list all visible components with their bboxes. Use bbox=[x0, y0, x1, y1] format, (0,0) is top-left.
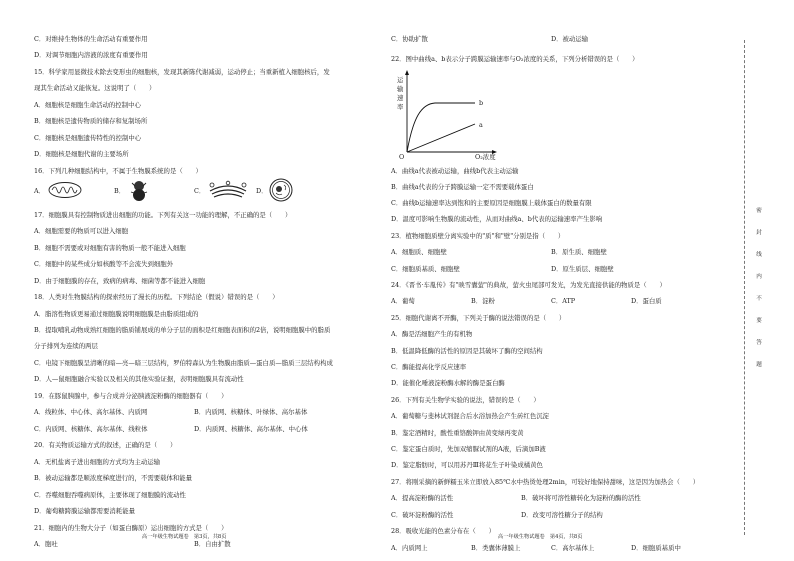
q21-option-a: A．胞吐 bbox=[34, 540, 58, 548]
q20-option-d: D．葡萄糖跨膜运输都需要消耗能量 bbox=[34, 507, 135, 515]
q15-stem: 15．科学家用显微技术除去变形虫的细胞核，发现其新陈代谢减弱，运动停止；当重新植入细胞核后，发 bbox=[34, 68, 330, 76]
binding-line bbox=[744, 40, 746, 535]
q25-option-b: B．低温降低酶的活性的原因是其破坏了酶的空间结构 bbox=[391, 347, 543, 355]
q15-stem-cont: 现其生命活动又能恢复。这说明了（ ） bbox=[34, 84, 156, 92]
q25-option-a: A．酶是活细胞产生的有机物 bbox=[391, 330, 473, 338]
curve-b bbox=[407, 103, 475, 152]
q22-option-d: D．温度可影响生物膜的流动性，从而对曲线a、b代表的运输速率产生影响 bbox=[391, 215, 603, 223]
q26-option-a: A．葡萄糖与斐林试剂混合后水浴加热会产生砖红色沉淀 bbox=[391, 412, 549, 420]
q24-option-d: D．蛋白质 bbox=[631, 297, 662, 305]
q22-stem: 22．图中曲线a、b表示分子跨膜运输速率与O₂浓度的关系，下列分析错误的是（ ） bbox=[391, 55, 639, 63]
q18-option-b-cont: 分子排列为连续的两层 bbox=[34, 342, 98, 350]
q28-option-d: D．细胞质基质中 bbox=[631, 544, 681, 552]
q25-option-d: D．能催化唾液淀粉酶水解的酶是蛋白酶 bbox=[391, 379, 505, 387]
q18-option-d: D．人—鼠细胞融合实验以及相关的其他实验证据，表明细胞膜具有流动性 bbox=[34, 375, 244, 383]
q17-stem: 17．细胞膜具有控制物质进出细胞的功能。下列有关这一功能的理解，不正确的是（ ） bbox=[34, 211, 292, 219]
q28-option-c: C．高尔基体上 bbox=[551, 544, 595, 552]
q18-option-a: A．脂溶性物质更易通过细胞膜说明细胞膜是由脂质组成的 bbox=[34, 310, 199, 318]
graph-curve-a-label: a bbox=[479, 121, 483, 129]
binding-notice: 密 封 线 内 不 要 答 题 bbox=[756, 208, 762, 368]
q14-option-c: C．对维持生物体的生命活动有重要作用 bbox=[34, 35, 148, 43]
q24-option-b: B．淀粉 bbox=[471, 297, 495, 305]
q20-stem: 20．有关物质运输方式的叙述，正确的是（ ） bbox=[34, 441, 177, 449]
q27-option-c: C．破坏淀粉酶的活性 bbox=[391, 511, 454, 519]
q24-option-a: A．葡萄 bbox=[391, 297, 415, 305]
graph-ylabel: 运 输 速 率 bbox=[397, 76, 404, 111]
q16-label-b: B． bbox=[114, 187, 126, 195]
q23-option-b: B．原生质、细胞壁 bbox=[551, 248, 607, 256]
q19-option-d: D．内质网、核糖体、高尔基体、中心体 bbox=[194, 425, 308, 433]
q20-option-a: A．无机盐离子进出细胞的方式均为主动运输 bbox=[34, 458, 161, 466]
q25-stem: 25．细胞代谢离不开酶，下列关于酶的说法错误的是（ ） bbox=[391, 314, 566, 322]
curve-a bbox=[407, 124, 475, 152]
q24-option-c: C．ATP bbox=[551, 297, 576, 305]
q21-option-d: D．被动运输 bbox=[551, 35, 589, 43]
q23-stem: 23．植物细胞质壁分离实验中的"质"和"壁"分别是指（ ） bbox=[391, 232, 565, 240]
ribosome-icon bbox=[126, 178, 152, 202]
graph-xlabel: O₂浓度 bbox=[475, 153, 496, 161]
graph-curve-b-label: b bbox=[479, 99, 484, 107]
q23-option-d: D．原生质层、细胞壁 bbox=[551, 265, 614, 273]
q20-option-b: B．被动运输都是顺浓度梯度进行的，不需要载体和能量 bbox=[34, 474, 193, 482]
q26-option-d: D．鉴定脂肪时，可以用苏丹Ⅲ将花生子叶染成橘黄色 bbox=[391, 461, 543, 469]
q26-option-b: B．鉴定酒精时，酸性重铬酸钾由黄变绿再变黄 bbox=[391, 429, 524, 437]
page-footer-right: 高一年级生物试题卷 第4页，共8页 bbox=[498, 534, 583, 540]
q24-stem: 24．《晋书·车胤传》有"映雪囊萤"的典故，萤火虫尾部可发光，为发光直接供能的物质是（ ） bbox=[391, 281, 666, 289]
q14-option-d: D．对调节细胞内溶液的浓度有重要作用 bbox=[34, 51, 148, 59]
q18-option-c: C．电镜下细胞膜呈清晰的暗—亮—暗三层结构，罗伯特森认为生物膜由脂质—蛋白质—脂质三层结构构成 bbox=[34, 359, 333, 367]
q17-option-d: D．由于细胞膜的存在，致病的病毒、细菌等都不能进入细胞 bbox=[34, 277, 206, 285]
q21-option-b: B．自由扩散 bbox=[194, 540, 231, 548]
q27-option-b: B．破坏将可溶性糖转化为淀粉的酶的活性 bbox=[521, 494, 641, 502]
q16-label-d: D． bbox=[256, 187, 268, 195]
q16-label-c: C． bbox=[194, 187, 206, 195]
q23-option-a: A．细胞质、细胞壁 bbox=[391, 248, 447, 256]
q19-option-c: C．内质网、核糖体、高尔基体、线粒体 bbox=[34, 425, 148, 433]
q28-option-b: B．类囊体薄膜上 bbox=[471, 544, 521, 552]
q27-option-d: D．改变可溶性糖分子的结构 bbox=[521, 511, 603, 519]
q21-stem: 21．细胞内的生物大分子（如蛋白酶原）运出细胞的方式是（ ） bbox=[34, 524, 228, 532]
q19-option-a: A．线粒体、中心体、高尔基体、内质网 bbox=[34, 408, 148, 416]
page-footer-left: 高一年级生物试题卷 第3页，共8页 bbox=[142, 534, 227, 540]
q23-option-c: C．细胞质基质、细胞壁 bbox=[391, 265, 460, 273]
q20-option-c: C．吞噬细胞吞噬病原体，主要体现了细胞膜的流动性 bbox=[34, 491, 186, 499]
q26-stem: 26．下列有关生物学实验的说法，错误的是（ ） bbox=[391, 396, 540, 404]
q19-option-b: B．内质网、核糖体、叶绿体、高尔基体 bbox=[194, 408, 308, 416]
q15-option-c: C．细胞核是细胞遗传特性的控制中心 bbox=[34, 134, 142, 142]
q27-option-a: A．提高淀粉酶的活性 bbox=[391, 494, 454, 502]
q15-option-a: A．细胞核是细胞生命活动的控制中心 bbox=[34, 101, 141, 109]
q28-stem: 28．吸收光能的色素分布在（ ） bbox=[391, 527, 495, 535]
q16-stem: 16．下列几种细胞结构中，不属于生物膜系统的是（ ） bbox=[34, 167, 202, 175]
q15-option-b: B．细胞核是遗传物质的储存和复制场所 bbox=[34, 117, 148, 125]
q18-option-b: B．提取哺乳动物成熟红细胞的脂质铺展成的单分子层的面积是红细胞表面积的2倍，说明细胞膜中的脂质 bbox=[34, 326, 331, 334]
golgi-icon bbox=[206, 179, 250, 201]
q22-option-a: A．曲线a代表被动运输，曲线b代表主动运输 bbox=[391, 167, 519, 175]
nucleus-icon bbox=[268, 177, 294, 203]
q26-option-c: C．鉴定蛋白质时，先加双缩脲试剂的A液，后滴加B液 bbox=[391, 445, 546, 453]
q18-stem: 18．人类对生物膜结构的探索经历了漫长的历程。下列结论（假说）错误的是（ ） bbox=[34, 293, 279, 301]
graph-origin: O bbox=[399, 153, 405, 161]
q19-stem: 19．在豚鼠胰腺中，参与合成并分泌胰液淀粉酶的细胞器有（ ） bbox=[34, 392, 228, 400]
q17-option-a: A．细胞需要的物质可以进入细胞 bbox=[34, 227, 129, 235]
mitochondrion-icon bbox=[48, 181, 82, 199]
q17-option-b: B．细胞不需要或对细胞有害的物质一般不能进入细胞 bbox=[34, 244, 186, 252]
q15-option-d: D．细胞核是细胞代谢的主要场所 bbox=[34, 150, 129, 158]
q28-option-a: A．内质网上 bbox=[391, 544, 428, 552]
q21-option-c: C．协助扩散 bbox=[391, 35, 428, 43]
q27-stem: 27．将刚采摘的新鲜糯玉米立即放入85℃水中热烫处理2min，可较好地保持甜味，这是因为加热会（ ） bbox=[391, 478, 700, 486]
q22-option-c: C．曲线b运输速率达到饱和的主要原因是细胞膜上载体蛋白的数量有限 bbox=[391, 199, 592, 207]
q17-option-c: C．细胞中的某些成分如核酸等不会流失到细胞外 bbox=[34, 260, 174, 268]
q16-label-a: A． bbox=[34, 187, 46, 195]
q22-option-b: B．曲线a代表的分子跨膜运输一定不需要载体蛋白 bbox=[391, 183, 534, 191]
transport-rate-graph bbox=[391, 68, 501, 160]
q25-option-c: C．酶能提高化学反应速率 bbox=[391, 363, 467, 371]
